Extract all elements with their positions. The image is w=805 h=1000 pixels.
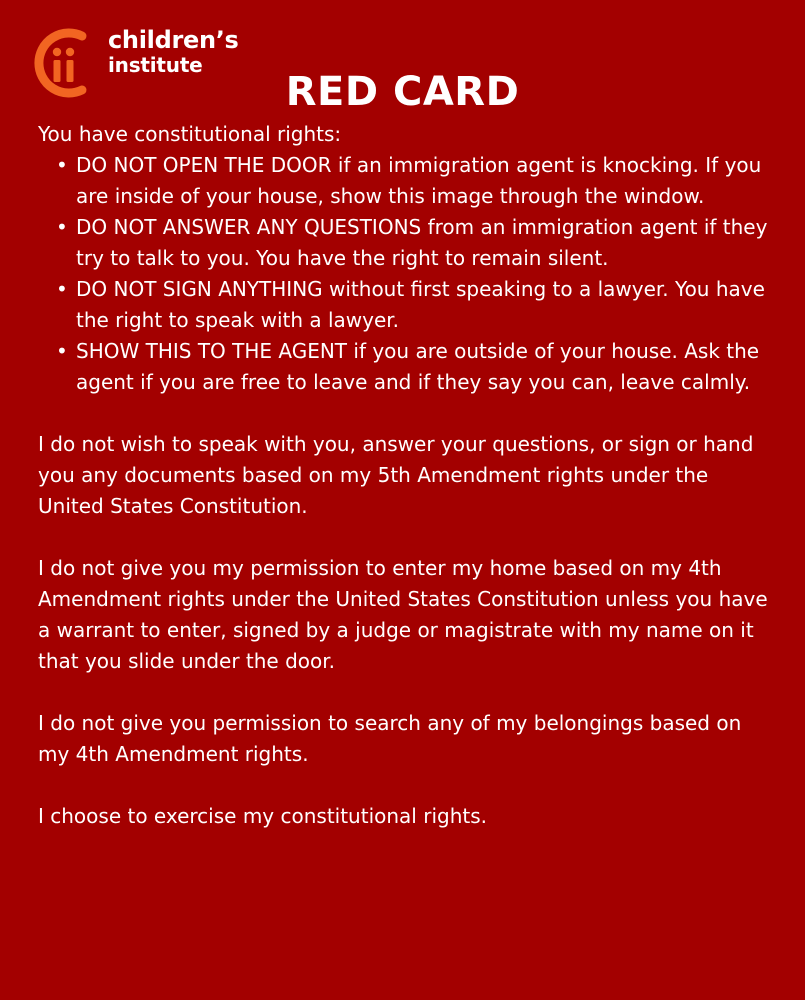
statement-4th-amendment-search: I do not give you permission to search any of my belongings based on my 4th Amendment rights. (38, 711, 742, 766)
bullet-icon: • (56, 215, 68, 239)
bullet-icon: • (56, 339, 68, 363)
right-text: SHOW THIS TO THE AGENT if you are outside of your house. Ask the agent if you are free to leave and if they say you can, leave calmly. (76, 339, 760, 394)
logo-line-2: institute (108, 53, 203, 77)
statement-5th-amendment: I do not wish to speak with you, answer your questions, or sign or hand you any documents based on my 5th Amendment rights under the United States Constitution. (38, 432, 754, 518)
list-item (38, 212, 773, 274)
logo-line-1: children’s (108, 26, 239, 54)
card-content (38, 119, 773, 832)
right-text: DO NOT OPEN THE DOOR if an immigration agent is knocking. If you are inside of your house, show this image through the window. (76, 153, 762, 208)
right-text: DO NOT ANSWER ANY QUESTIONS from an immigration agent if they try to talk to you. You have the right to remain silent. (76, 215, 768, 270)
rights-list (38, 150, 773, 398)
list-item (38, 336, 773, 398)
page-title: RED CARD (285, 69, 520, 115)
bullet-icon: • (56, 153, 68, 177)
right-text: DO NOT SIGN ANYTHING without first speaking to a lawyer. You have the right to speak with a lawyer. (76, 277, 765, 332)
statement-exercise-rights: I choose to exercise my constitutional rights. (38, 804, 487, 828)
statement-4th-amendment-home: I do not give you my permission to enter my home based on my 4th Amendment rights under the United States Constitution unless you have a warrant to enter, signed by a judge or magistrate with my name on it that you slide under the door. (38, 556, 768, 673)
list-item (38, 274, 773, 336)
list-item (38, 150, 773, 212)
rights-intro: You have constitutional rights: (38, 122, 342, 146)
bullet-icon: • (56, 277, 68, 301)
